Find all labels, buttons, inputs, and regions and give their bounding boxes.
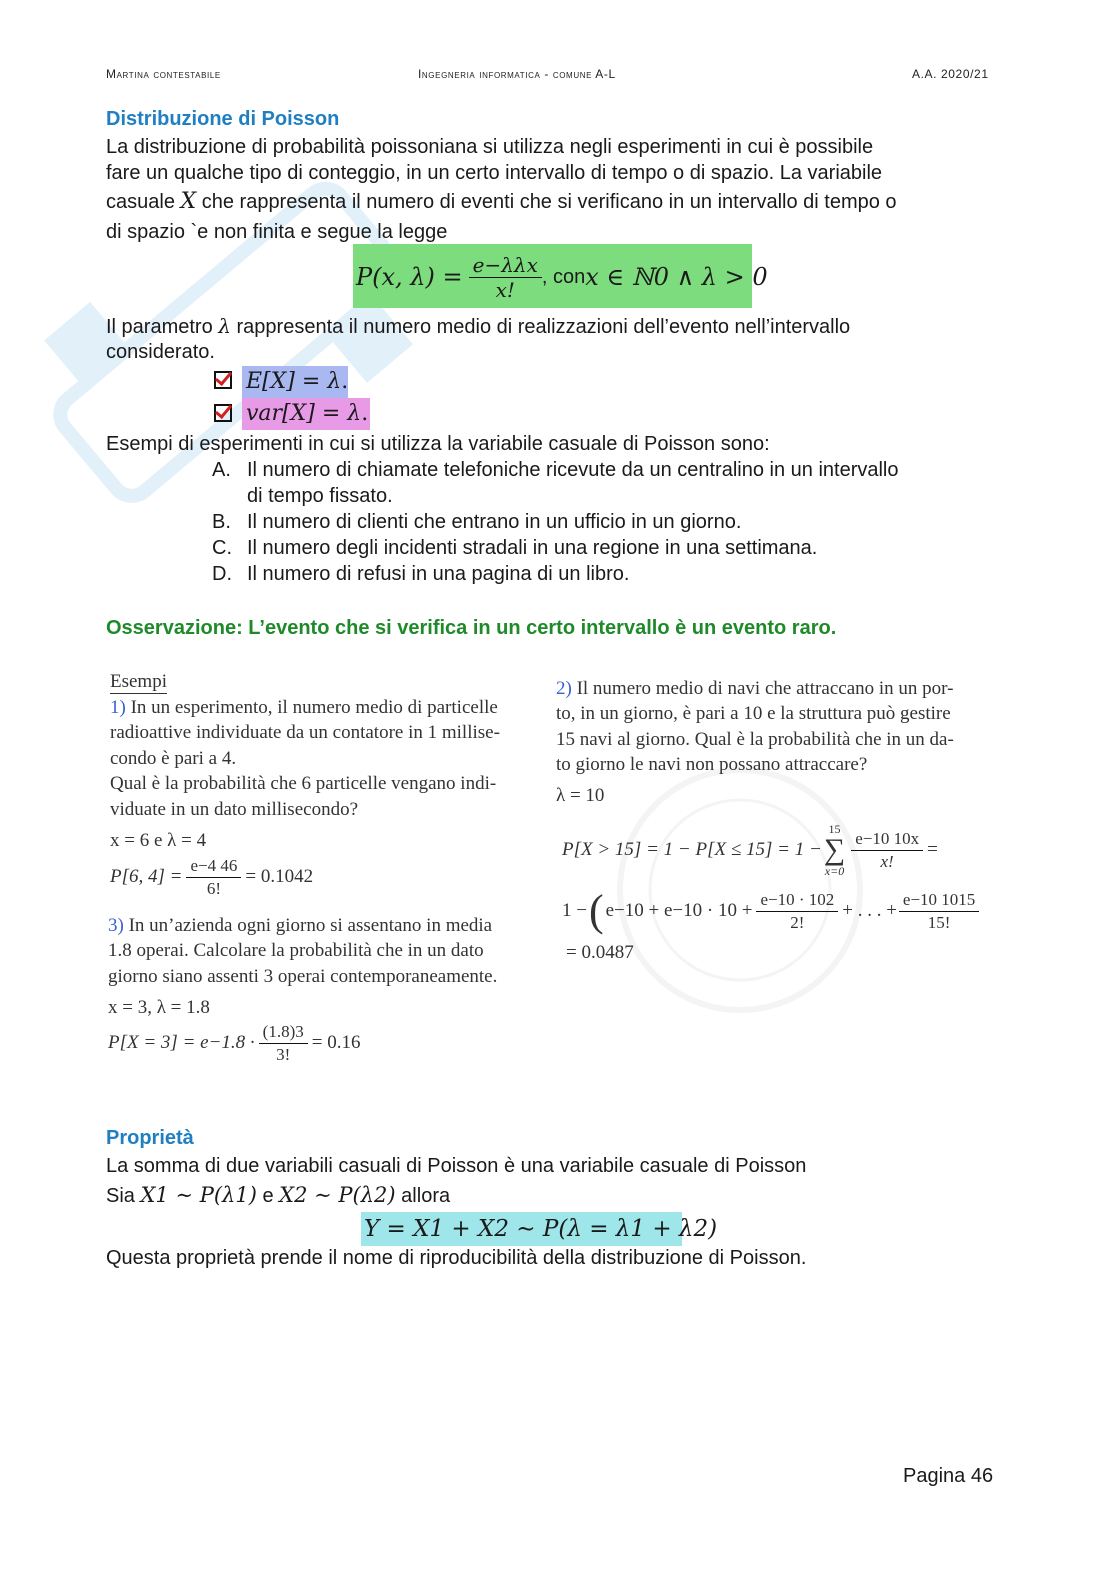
paragraph-line: considerato. bbox=[106, 341, 215, 363]
list-marker: C. bbox=[212, 537, 232, 559]
formula-fraction: $\frac{\text{e−λλx}}{x!}$ bbox=[469, 253, 542, 302]
list-item: Il numero di chiamate telefoniche ricevute da un centralino in un intervallo bbox=[247, 459, 899, 481]
header-year: A.A. 2020/21 bbox=[912, 67, 989, 81]
list-item: Il numero di refusi in una pagina di un libro. bbox=[247, 563, 630, 585]
paragraph-line: fare un qualche tipo di conteggio, in un certo intervallo di tempo o di spazio. La variabile bbox=[106, 162, 883, 184]
example-2-line: 2) Il numero medio di navi che attraccano in un por- bbox=[556, 678, 954, 699]
example-1-given: x = 6 e λ = 4 bbox=[110, 830, 207, 851]
checkbox-icon bbox=[214, 368, 232, 389]
header-author: Martina contestabile bbox=[106, 67, 221, 81]
example-2-line: to giorno le navi non possano attraccare? bbox=[556, 754, 868, 775]
example-1-formula: P[6, 4] = $\frac{e-4 46}{6!}$ = 0.1042 bbox=[110, 855, 314, 898]
example-number: 2) bbox=[556, 678, 572, 699]
list-item-continuation: di tempo fissato. bbox=[247, 485, 393, 507]
example-2-result: = 0.0487 bbox=[566, 942, 634, 963]
variable-x: X bbox=[180, 189, 197, 214]
paragraph-line: casuale X che rappresenta il numero di eventi che si verificano in un intervallo di tempo o bbox=[106, 189, 897, 214]
lambda-symbol: λ bbox=[218, 314, 231, 338]
list-marker: A. bbox=[212, 459, 231, 481]
paragraph-line: Il parametro λ rappresenta il numero medio di realizzazioni dell’evento nell’intervallo bbox=[106, 314, 851, 338]
example-1-line: radioattive individuate da un contatore in 1 millise- bbox=[110, 722, 500, 743]
header-course: Ingegneria informatica - comune A-L bbox=[418, 67, 616, 81]
variance-formula: var[X] = λ. bbox=[246, 401, 369, 426]
section-title-poisson: Distribuzione di Poisson bbox=[106, 108, 340, 130]
example-2-equation-2: 1 − ( e−10 + e−10 · 10 + $\frac{e-10 \cdot 102}{2!}$ + . . . + $\frac{e-10 1015}{15!}$ bbox=[562, 882, 981, 940]
example-1-line: condo è pari a 4. bbox=[110, 748, 237, 769]
paragraph-line: La distribuzione di probabilità poissoniana si utilizza negli esperimenti in cui è possibile bbox=[106, 136, 874, 158]
example-number: 3) bbox=[108, 915, 124, 936]
poisson-formula: P(x, λ) = $\frac{\text{e−λλx}}{x!}$ , con x ∈ ℕ0 ∧ λ > 0 bbox=[356, 252, 768, 302]
paragraph-line: La somma di due variabili casuali di Poisson è una variabile casuale di Poisson bbox=[106, 1155, 807, 1177]
examples-heading: Esempi bbox=[110, 671, 167, 692]
example-number: 1) bbox=[110, 697, 126, 718]
example-3-line: giorno siano assenti 3 operai contemporaneamente. bbox=[108, 966, 498, 987]
reproducibility-formula: Y = X1 + X2 ∼ P(λ = λ1 + λ2) bbox=[364, 1216, 718, 1242]
example-3-line: 3) In un’azienda ogni giorno si assentano in media bbox=[108, 915, 493, 936]
example-1-line: Qual è la probabilità che 6 particelle vengano indi- bbox=[110, 773, 497, 794]
paragraph-line: Questa proprietà prende il nome di riproducibilità della distribuzione di Poisson. bbox=[106, 1247, 807, 1269]
list-item: Il numero degli incidenti stradali in una regione in una settimana. bbox=[247, 537, 818, 559]
example-1-line: 1) In un esperimento, il numero medio di particelle bbox=[110, 697, 498, 718]
page-number: Pagina 46 bbox=[903, 1465, 994, 1487]
example-1-line: viduate in un dato millisecondo? bbox=[110, 799, 359, 820]
examples-intro: Esempi di esperimenti in cui si utilizza la variabile casuale di Poisson sono: bbox=[106, 433, 770, 455]
example-3-formula: P[X = 3] = e−1.8 · $\frac{(1.8)3}{3!}$ = 0.16 bbox=[108, 1021, 361, 1064]
example-3-line: 1.8 operai. Calcolare la probabilità che in un dato bbox=[108, 940, 484, 961]
example-2-equation-1: P[X > 15] = 1 − P[X ≤ 15] = 1 − 15 ∑ x=0 $\frac{e-10 10x}{x!}$ = bbox=[562, 822, 938, 878]
expectation-formula: E[X] = λ. bbox=[246, 369, 349, 394]
list-marker: D. bbox=[212, 563, 232, 585]
observation-note: Osservazione: L’evento che si verifica in un certo intervallo è un evento raro. bbox=[106, 617, 837, 639]
list-marker: B. bbox=[212, 511, 231, 533]
summation: 15 ∑ x=0 bbox=[823, 822, 846, 878]
list-item: Il numero di clienti che entrano in un ufficio in un giorno. bbox=[247, 511, 742, 533]
paragraph-line: di spazio `e non finita e segue la legge bbox=[106, 221, 448, 243]
example-2-line: 15 navi al giorno. Qual è la probabilità che in un da- bbox=[556, 729, 954, 750]
paragraph-line: Sia X1 ∼ P(λ1) e X2 ∼ P(λ2) allora bbox=[106, 1183, 451, 1207]
example-2-given: λ = 10 bbox=[556, 785, 605, 806]
section-title-properties: Proprietà bbox=[106, 1127, 194, 1149]
example-2-line: to, in un giorno, è pari a 10 e la struttura può gestire bbox=[556, 703, 951, 724]
example-3-given: x = 3, λ = 1.8 bbox=[108, 997, 210, 1018]
checkbox-icon bbox=[214, 401, 232, 422]
